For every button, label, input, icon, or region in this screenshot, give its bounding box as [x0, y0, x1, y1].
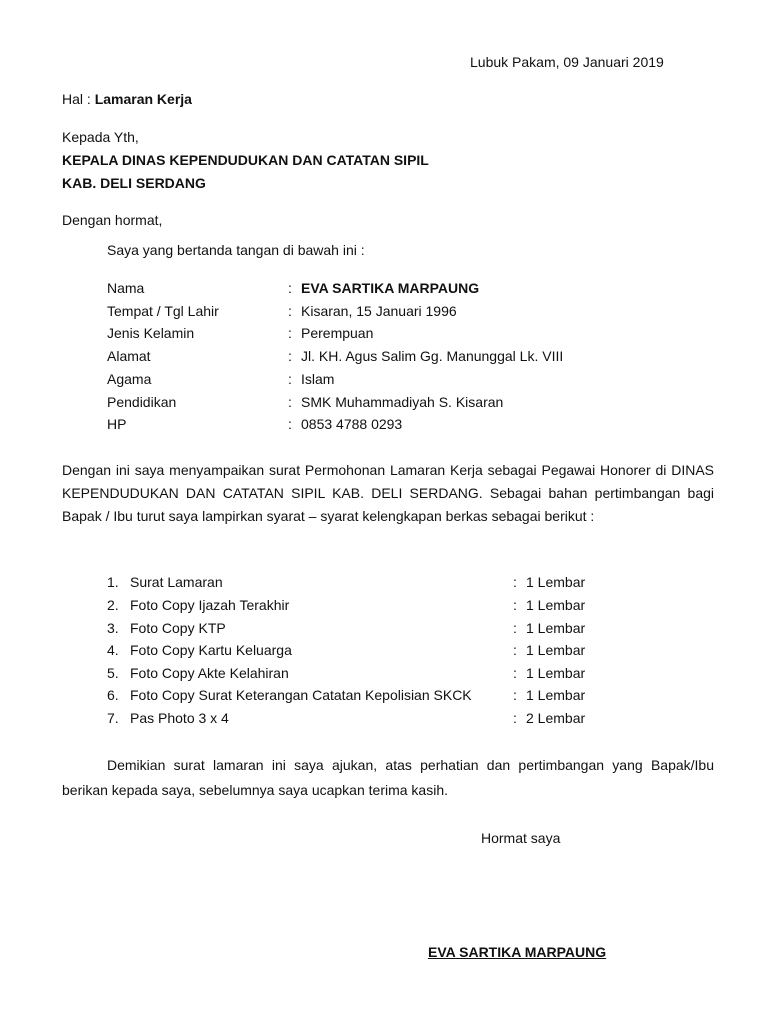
identity-value: Jl. KH. Agus Salim Gg. Manunggal Lk. VIII — [301, 348, 564, 364]
subject-line — [62, 90, 192, 108]
letter-date: Lubuk Pakam, 09 Januari 2019 — [470, 54, 664, 70]
list-item-name: Foto Copy KTP — [130, 620, 226, 636]
list-item-colon: : — [513, 620, 517, 636]
identity-colon: : — [288, 416, 292, 432]
list-item-quantity: 1 Lembar — [526, 597, 586, 613]
addressee-intro: Kepada Yth, — [62, 129, 139, 145]
subject-label: Hal : — [62, 91, 91, 107]
list-item-number: 6. — [107, 687, 119, 703]
list-item-number: 2. — [107, 597, 119, 613]
identity-label: Jenis Kelamin — [107, 325, 195, 341]
identity-label: HP — [107, 416, 127, 432]
identity-value: Islam — [301, 371, 335, 387]
identity-value: SMK Muhammadiyah S. Kisaran — [301, 394, 504, 410]
closing-paragraph: Demikian surat lamaran ini saya ajukan, atas perhatian dan pertimbangan yang Bapak/Ibu berikan kepada saya, sebelumnya saya ucapkan terima kasih. — [62, 757, 714, 798]
list-item-name: Foto Copy Kartu Keluarga — [130, 642, 292, 658]
list-item-quantity: 1 Lembar — [526, 665, 586, 681]
list-item-colon: : — [513, 642, 517, 658]
list-item-quantity: 2 Lembar — [526, 710, 586, 726]
list-item-number: 7. — [107, 710, 119, 726]
intro-sentence: Saya yang bertanda tangan di bawah ini : — [107, 242, 365, 258]
greeting: Dengan hormat, — [62, 212, 163, 228]
list-item-name: Foto Copy Surat Keterangan Catatan Kepolisian SKCK — [130, 687, 472, 703]
list-item-number: 1. — [107, 574, 119, 590]
list-item-quantity: 1 Lembar — [526, 687, 586, 703]
identity-value: EVA SARTIKA MARPAUNG — [301, 280, 480, 296]
list-item-quantity: 1 Lembar — [526, 642, 586, 658]
list-item-number: 5. — [107, 665, 119, 681]
list-item-name: Foto Copy Ijazah Terakhir — [130, 597, 290, 613]
list-item-number: 3. — [107, 620, 119, 636]
identity-colon: : — [288, 371, 292, 387]
recipient-line-2: KAB. DELI SERDANG — [62, 175, 206, 191]
signature-name: EVA SARTIKA MARPAUNG — [428, 944, 607, 960]
identity-colon: : — [288, 280, 292, 296]
identity-label: Nama — [107, 280, 145, 296]
identity-value: Kisaran, 15 Januari 1996 — [301, 303, 457, 319]
identity-value: 0853 4788 0293 — [301, 416, 403, 432]
subject-text: Lamaran Kerja — [94, 91, 192, 107]
identity-colon: : — [288, 394, 292, 410]
list-item-colon: : — [513, 710, 517, 726]
identity-value: Perempuan — [301, 325, 374, 341]
recipient-line-1: KEPALA DINAS KEPENDUDUKAN DAN CATATAN SIPIL — [62, 152, 429, 168]
list-item-name: Pas Photo 3 x 4 — [130, 710, 229, 726]
list-item-name: Foto Copy Akte Kelahiran — [130, 665, 289, 681]
identity-colon: : — [288, 348, 292, 364]
list-item-number: 4. — [107, 642, 119, 658]
list-item-name: Surat Lamaran — [130, 574, 223, 590]
list-item-colon: : — [513, 574, 517, 590]
identity-label: Pendidikan — [107, 394, 177, 410]
identity-label: Agama — [107, 371, 152, 387]
list-item-quantity: 1 Lembar — [526, 574, 586, 590]
list-item-quantity: 1 Lembar — [526, 620, 586, 636]
list-item-colon: : — [513, 597, 517, 613]
closing-salutation: Hormat saya — [481, 830, 561, 846]
body-paragraph: Dengan ini saya menyampaikan surat Permohonan Lamaran Kerja sebagai Pegawai Honorer di DINAS KEPENDUDUKAN DAN CATATAN SIPIL KAB. DELI SERDANG. Sebagai bahan pertimbangan bagi Bapak / Ibu turut saya lampirkan syarat – syarat kelengkapan berkas sebagai berikut : — [62, 462, 714, 524]
identity-label: Alamat — [107, 348, 151, 364]
list-item-colon: : — [513, 665, 517, 681]
identity-colon: : — [288, 325, 292, 341]
list-item-colon: : — [513, 687, 517, 703]
identity-label: Tempat / Tgl Lahir — [107, 303, 219, 319]
identity-colon: : — [288, 303, 292, 319]
